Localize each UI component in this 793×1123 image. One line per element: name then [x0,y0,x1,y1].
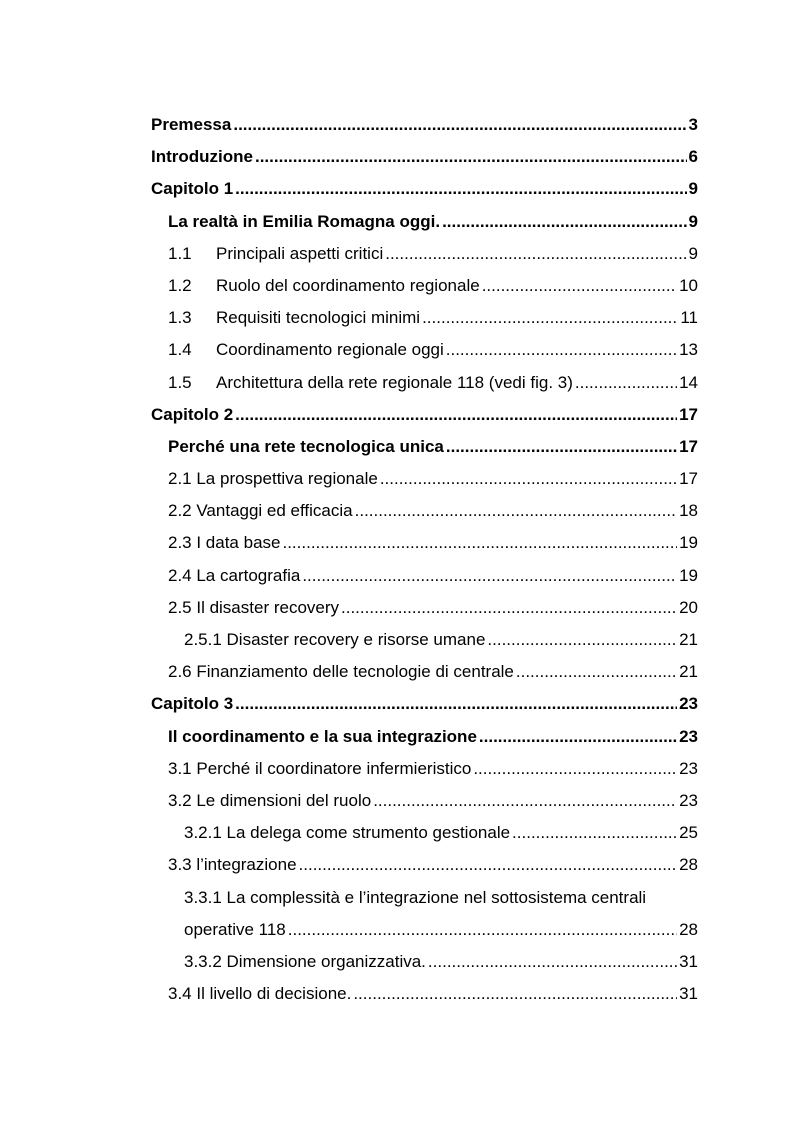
toc-dot-leader [255,141,687,173]
toc-entry[interactable] [151,624,698,656]
toc-entry[interactable] [151,463,698,495]
toc-entry-page: 9 [688,243,698,263]
toc-dot-leader [442,206,686,238]
toc-entry-page: 9 [688,211,698,231]
toc-entry[interactable] [151,882,698,914]
toc-entry-title: 2.1 La prospettiva regionale [168,469,378,489]
toc-entry-page: 28 [679,919,698,939]
toc-dot-leader [288,914,677,946]
toc-entry-title: Perché una rete tecnologica unica [168,436,444,456]
toc-entry-title: 3.3 l’integrazione [168,855,297,875]
toc-entry-page: 19 [679,565,698,585]
toc-entry-title: Architettura della rete regionale 118 (vedi fig. 3) [216,372,573,392]
toc-entry-page: 31 [679,984,698,1004]
toc-dot-leader [428,946,677,978]
toc-entry[interactable] [151,334,698,366]
toc-entry-page: 13 [679,340,698,360]
toc-entry-page: 23 [679,694,698,714]
toc-entry-title: Capitolo 2 [151,404,234,424]
toc-entry-title: Premessa [151,115,232,134]
toc-entry-title: Principali aspetti critici [216,243,384,263]
toc-entry-page: 18 [679,501,698,521]
toc-dot-leader [512,817,677,849]
toc-dot-leader [233,109,686,141]
toc-entry[interactable] [151,431,698,463]
toc-entry-number: 1.4 [168,340,192,360]
toc-dot-leader [373,785,677,817]
toc-entry-number: 1.1 [168,243,192,263]
toc-dot-leader [446,334,677,366]
toc-entry-title: Coordinamento regionale oggi [216,340,444,360]
toc-entry[interactable] [151,656,698,688]
toc-entry[interactable] [151,914,698,946]
toc-entry-title: Ruolo del coordinamento regionale [216,275,480,295]
toc-entry-title: 2.6 Finanziamento delle tecnologie di centrale [168,662,514,682]
toc-entry-page: 23 [679,758,698,778]
toc-entry-title: 3.1 Perché il coordinatore infermieristico [168,758,472,778]
toc-dot-leader [446,431,677,463]
toc-entry[interactable] [151,206,698,238]
toc-entry-title: 3.3.2 Dimensione organizzativa. [184,951,426,971]
toc-entry[interactable] [151,173,698,205]
toc-entry-page: 25 [679,823,698,843]
toc-entry-title: Introduzione [151,147,253,167]
toc-entry-title: operative 118 [184,919,286,939]
toc-dot-leader [282,527,677,559]
toc-entry-page: 3 [688,115,698,134]
toc-entry-title: 3.2.1 La delega come strumento gestionale [184,823,511,843]
toc-dot-leader [299,849,678,881]
toc-entry[interactable] [151,367,698,399]
toc-entry[interactable] [151,753,698,785]
toc-dot-leader [302,560,677,592]
toc-entry-page: 21 [679,630,698,649]
toc-entry-number: 1.3 [168,308,192,328]
toc-entry[interactable] [151,238,698,270]
toc-entry-page: 17 [679,404,698,424]
toc-entry-page: 6 [688,147,698,167]
toc-entry-page: 19 [679,533,698,553]
toc-entry[interactable] [151,495,698,527]
toc-entry[interactable] [151,592,698,624]
toc-dot-leader [341,592,677,624]
toc-entry-page: 21 [679,662,698,682]
toc-entry-title: Capitolo 1 [151,179,234,199]
toc-dot-leader [355,495,677,527]
toc-entry-title: 2.3 I data base [168,533,281,553]
toc-entry[interactable] [151,527,698,559]
toc-dot-leader [422,302,678,334]
toc-dot-leader [235,399,677,431]
toc-dot-leader [516,656,677,688]
toc-entry-title: 3.2 Le dimensioni del ruolo [168,790,372,810]
toc-entry[interactable] [151,560,698,592]
toc-entry[interactable] [151,785,698,817]
toc-dot-leader [353,978,677,1010]
toc-entry-page: 9 [688,179,698,199]
toc-entry-title: Il coordinamento e la sua integrazione [168,726,477,746]
toc-entry-title: 2.2 Vantaggi ed efficacia [168,501,353,521]
toc-entry-page: 10 [679,275,698,295]
toc-entry-page: 23 [679,726,698,746]
toc-entry[interactable] [151,849,698,881]
toc-entry-title: 2.5.1 Disaster recovery e risorse umane [184,630,486,649]
toc-entry-title: 3.4 Il livello di decisione. [168,984,352,1004]
table-of-contents [151,109,698,1010]
toc-dot-leader [385,238,686,270]
toc-entry-title: 2.5 Il disaster recovery [168,597,340,617]
toc-entry-page: 14 [679,372,698,392]
toc-entry[interactable] [151,399,698,431]
toc-dot-leader [487,624,677,656]
toc-entry[interactable] [151,109,698,141]
toc-entry-title: 2.4 La cartografia [168,565,301,585]
toc-dot-leader [235,173,686,205]
toc-dot-leader [479,721,677,753]
toc-entry[interactable] [151,817,698,849]
toc-entry-page: 31 [679,951,698,971]
toc-entry-page: 28 [679,855,698,875]
toc-entry[interactable] [151,721,698,753]
toc-entry-page: 20 [679,597,698,617]
toc-entry-title: 3.3.1 La complessità e l’integrazione nel sottosistema centrali [184,887,647,907]
toc-entry[interactable] [151,270,698,302]
toc-entry-page: 23 [679,790,698,810]
toc-entry-title: La realtà in Emilia Romagna oggi. [168,211,441,231]
toc-dot-leader [575,367,677,399]
toc-entry-number: 1.5 [168,372,192,392]
toc-entry-page: 17 [679,469,698,489]
toc-dot-leader [473,753,677,785]
toc-entry-page: 17 [679,436,698,456]
toc-dot-leader [482,270,677,302]
toc-entry-number: 1.2 [168,275,192,295]
toc-entry[interactable] [151,946,698,978]
toc-entry-page: 11 [680,308,698,328]
toc-dot-leader [235,688,677,720]
toc-entry[interactable] [151,688,698,720]
toc-entry[interactable] [151,141,698,173]
toc-entry[interactable] [151,978,698,1010]
toc-dot-leader [380,463,677,495]
toc-entry-title: Capitolo 3 [151,694,234,714]
toc-entry[interactable] [151,302,698,334]
toc-entry-title: Requisiti tecnologici minimi [216,308,421,328]
